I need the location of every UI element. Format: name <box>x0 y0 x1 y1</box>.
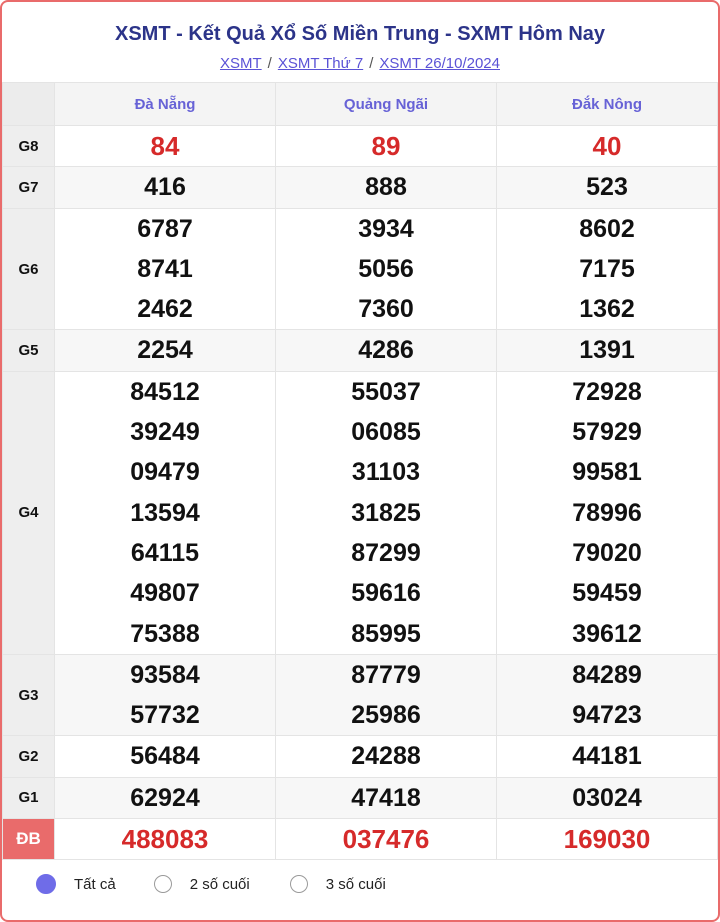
prize-number: 56484 <box>130 742 200 771</box>
prize-label: G1 <box>3 777 55 818</box>
prize-row <box>3 208 718 330</box>
prize-number: 79020 <box>572 538 642 567</box>
prize-cell <box>497 330 718 371</box>
prize-label: G6 <box>3 208 55 330</box>
prize-cell <box>55 371 276 654</box>
prize-number: 03024 <box>572 783 642 812</box>
prize-cell <box>497 167 718 208</box>
prize-number: 8602 <box>579 214 635 243</box>
prize-number: 87299 <box>351 538 421 567</box>
prize-number: 39612 <box>572 619 642 648</box>
breadcrumb <box>2 53 718 75</box>
prize-number: 4286 <box>358 336 414 365</box>
prize-row <box>3 167 718 208</box>
prize-cell <box>276 208 497 330</box>
prize-cell <box>276 736 497 777</box>
prize-number: 2462 <box>137 295 193 324</box>
province-header: Quảng Ngãi <box>276 83 497 126</box>
digit-filter <box>2 864 718 904</box>
filter-option-all[interactable] <box>36 874 116 894</box>
breadcrumb-xsmt[interactable]: XSMT <box>219 55 262 72</box>
prize-number: 49807 <box>130 579 200 608</box>
prize-cell <box>497 208 718 330</box>
province-header: Đà Nẵng <box>55 83 276 126</box>
prize-row <box>3 126 718 167</box>
prize-cell <box>55 208 276 330</box>
radio-selected-icon[interactable] <box>36 874 56 894</box>
prize-cell <box>497 777 718 818</box>
filter-option-3-digits[interactable] <box>290 875 386 893</box>
special-prize-number: 169030 <box>563 824 651 855</box>
prize-cell <box>55 654 276 736</box>
prize-label: G3 <box>3 654 55 736</box>
prize-cell <box>497 371 718 654</box>
prize-number: 24288 <box>351 742 421 771</box>
prize-number: 31103 <box>351 458 421 487</box>
prize-cell <box>55 736 276 777</box>
prize-cell <box>497 126 718 167</box>
prize-cell <box>55 819 276 860</box>
prize-cell <box>497 736 718 777</box>
prize-cell <box>55 167 276 208</box>
province-header: Đắk Nông <box>497 83 718 126</box>
prize-number: 416 <box>144 173 186 202</box>
prize-cell <box>276 126 497 167</box>
prize-number: 93584 <box>130 660 200 689</box>
prize-cell <box>276 654 497 736</box>
page-title: XSMT - Kết Quả Xổ Số Miền Trung - SXMT Hôm Nay <box>114 23 606 45</box>
header-corner <box>3 83 55 126</box>
prize-cell <box>497 819 718 860</box>
prize-cell <box>276 819 497 860</box>
prize-number: 47418 <box>351 783 421 812</box>
prize-number: 09479 <box>130 458 200 487</box>
prize-label: G2 <box>3 736 55 777</box>
prize-number: 7360 <box>358 295 414 324</box>
prize-number: 57732 <box>130 701 200 730</box>
prize-number: 7175 <box>579 254 635 283</box>
prize-number: 84512 <box>130 377 200 406</box>
prize-number: 39249 <box>130 418 200 447</box>
prize-cell <box>55 330 276 371</box>
prize-number: 3934 <box>358 214 414 243</box>
prize-number: 99581 <box>572 458 642 487</box>
prize-number: 06085 <box>351 418 421 447</box>
prize-number: 1362 <box>579 295 635 324</box>
prize-cell <box>55 126 276 167</box>
prize-number: 72928 <box>572 377 642 406</box>
prize-number: 55037 <box>351 377 421 406</box>
prize-number: 523 <box>586 173 628 202</box>
prize-number: 87779 <box>351 660 421 689</box>
province-header-row <box>3 83 718 126</box>
radio-icon[interactable] <box>290 875 308 893</box>
filter-option-label: 3 số cuối <box>325 875 386 893</box>
filter-option-label: Tất cả <box>74 875 116 893</box>
prize-number: 59459 <box>572 579 642 608</box>
breadcrumb-xsmt-thu-7[interactable]: XSMT Thứ 7 <box>277 55 364 72</box>
prize-row <box>3 330 718 371</box>
prize-number: 40 <box>592 131 622 161</box>
prize-number: 84289 <box>572 660 642 689</box>
breadcrumb-separator: / <box>369 55 374 72</box>
prize-number: 13594 <box>130 498 200 527</box>
prize-label: G4 <box>3 371 55 654</box>
prize-cell <box>276 777 497 818</box>
prize-number: 62924 <box>130 783 200 812</box>
prize-row <box>3 736 718 777</box>
prize-row <box>3 654 718 736</box>
prize-number: 85995 <box>351 619 421 648</box>
prize-cell <box>276 330 497 371</box>
special-prize-number: 037476 <box>342 824 430 855</box>
prize-number: 6787 <box>137 214 193 243</box>
prize-label: G8 <box>3 126 55 167</box>
prize-row <box>3 777 718 818</box>
radio-icon[interactable] <box>154 875 172 893</box>
prize-number: 31825 <box>351 498 421 527</box>
prize-label: G7 <box>3 167 55 208</box>
special-prize-number: 488083 <box>121 824 209 855</box>
results-table <box>2 82 718 860</box>
prize-number: 2254 <box>137 336 193 365</box>
filter-option-2-digits[interactable] <box>154 875 250 893</box>
prize-row <box>3 819 718 860</box>
prize-number: 57929 <box>572 418 642 447</box>
prize-label: ĐB <box>3 819 55 860</box>
prize-number: 1391 <box>579 336 635 365</box>
prize-cell <box>276 167 497 208</box>
prize-label: G5 <box>3 330 55 371</box>
prize-number: 59616 <box>351 579 421 608</box>
prize-rows <box>3 126 718 860</box>
prize-number: 64115 <box>130 538 200 567</box>
prize-number: 75388 <box>130 619 200 648</box>
prize-number: 5056 <box>358 254 414 283</box>
prize-cell <box>55 777 276 818</box>
prize-number: 89 <box>371 131 401 161</box>
prize-number: 25986 <box>351 701 421 730</box>
prize-number: 8741 <box>137 254 193 283</box>
prize-number: 78996 <box>572 498 642 527</box>
filter-option-label: 2 số cuối <box>189 875 250 893</box>
breadcrumb-separator: / <box>267 55 272 72</box>
prize-row <box>3 371 718 654</box>
prize-cell <box>497 654 718 736</box>
prize-number: 44181 <box>572 742 642 771</box>
prize-cell <box>276 371 497 654</box>
prize-number: 84 <box>150 131 180 161</box>
prize-number: 94723 <box>572 701 642 730</box>
prize-number: 888 <box>365 173 407 202</box>
breadcrumb-xsmt-date[interactable]: XSMT 26/10/2024 <box>379 55 500 72</box>
